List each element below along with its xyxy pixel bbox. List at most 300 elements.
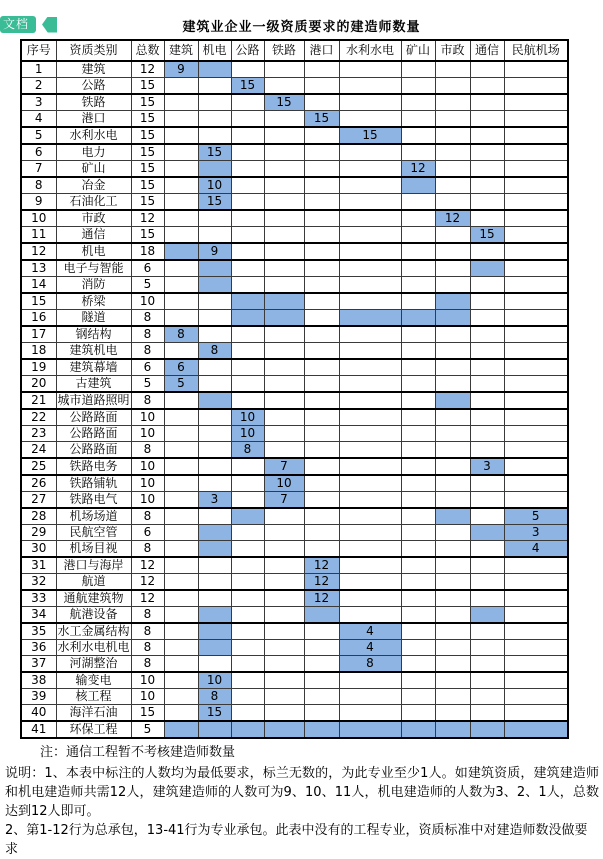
total-cell: 5 (131, 721, 164, 738)
value-cell (264, 392, 304, 409)
value-cell (198, 310, 231, 327)
value-cell (198, 607, 231, 624)
total-cell: 8 (131, 392, 164, 409)
row-number-cell: 25 (21, 458, 56, 475)
value-cell (164, 409, 198, 426)
value-cell (470, 508, 504, 525)
value-cell (198, 61, 231, 78)
value-cell (198, 409, 231, 426)
value-cell (264, 689, 304, 705)
row-number-cell: 24 (21, 442, 56, 459)
total-cell: 18 (131, 243, 164, 260)
value-cell (231, 260, 264, 277)
value-cell (435, 508, 470, 525)
table-row (21, 656, 568, 673)
value-cell (264, 426, 304, 442)
value-cell (339, 574, 401, 591)
value-cell: 4 (339, 623, 401, 640)
value-cell (264, 525, 304, 541)
value-cell (504, 721, 568, 738)
table-row (21, 359, 568, 376)
value-cell (470, 376, 504, 393)
category-cell: 机电 (56, 243, 131, 260)
value-cell (504, 392, 568, 409)
total-cell: 10 (131, 409, 164, 426)
value-cell (304, 277, 339, 294)
value-cell (504, 492, 568, 509)
value-cell (401, 525, 435, 541)
row-number-cell: 28 (21, 508, 56, 525)
value-cell (504, 177, 568, 194)
total-cell: 10 (131, 293, 164, 310)
value-cell (504, 78, 568, 95)
value-cell (198, 623, 231, 640)
total-cell: 8 (131, 640, 164, 656)
value-cell (435, 721, 470, 738)
value-cell (401, 293, 435, 310)
value-cell (504, 590, 568, 607)
total-cell: 15 (131, 194, 164, 211)
value-cell: 8 (198, 343, 231, 360)
value-cell (231, 293, 264, 310)
value-cell (231, 310, 264, 327)
total-cell: 15 (131, 111, 164, 128)
category-cell: 铁路铺轨 (56, 475, 131, 492)
value-cell (339, 177, 401, 194)
column-header-11: 市政 (435, 40, 470, 61)
value-cell (304, 541, 339, 558)
category-cell: 环保工程 (56, 721, 131, 738)
value-cell (401, 210, 435, 227)
value-cell: 15 (198, 705, 231, 722)
table-row (21, 409, 568, 426)
value-cell (504, 144, 568, 161)
value-cell (198, 426, 231, 442)
value-cell: 8 (339, 656, 401, 673)
value-cell (435, 607, 470, 624)
value-cell (304, 721, 339, 738)
value-cell (401, 705, 435, 722)
value-cell (435, 260, 470, 277)
value-cell (231, 607, 264, 624)
value-cell (164, 111, 198, 128)
value-cell (504, 161, 568, 178)
category-cell: 公路路面 (56, 409, 131, 426)
value-cell (470, 94, 504, 111)
value-cell (504, 277, 568, 294)
document-tag[interactable] (0, 16, 57, 33)
row-number-cell: 29 (21, 525, 56, 541)
value-cell (198, 359, 231, 376)
total-cell: 10 (131, 672, 164, 689)
category-cell: 建筑 (56, 61, 131, 78)
total-cell: 8 (131, 607, 164, 624)
value-cell (304, 640, 339, 656)
value-cell (339, 458, 401, 475)
value-cell: 15 (339, 127, 401, 144)
category-cell: 消防 (56, 277, 131, 294)
total-cell: 15 (131, 177, 164, 194)
value-cell (435, 111, 470, 128)
value-cell (339, 492, 401, 509)
value-cell: 15 (304, 111, 339, 128)
value-cell (401, 127, 435, 144)
value-cell (401, 78, 435, 95)
category-cell: 航港设备 (56, 607, 131, 624)
value-cell (435, 640, 470, 656)
table-row (21, 227, 568, 244)
value-cell: 12 (304, 590, 339, 607)
value-cell (198, 293, 231, 310)
value-cell (264, 705, 304, 722)
value-cell (504, 343, 568, 360)
value-cell (198, 475, 231, 492)
total-cell: 10 (131, 689, 164, 705)
row-number-cell: 18 (21, 343, 56, 360)
value-cell (339, 525, 401, 541)
row-number-cell: 32 (21, 574, 56, 591)
value-cell: 10 (264, 475, 304, 492)
value-cell (504, 656, 568, 673)
value-cell (231, 243, 264, 260)
value-cell: 4 (504, 541, 568, 558)
row-number-cell: 15 (21, 293, 56, 310)
value-cell (339, 243, 401, 260)
value-cell (264, 721, 304, 738)
row-number-cell: 10 (21, 210, 56, 227)
total-cell: 8 (131, 442, 164, 459)
value-cell (164, 144, 198, 161)
value-cell (504, 409, 568, 426)
value-cell (264, 672, 304, 689)
category-cell: 航道 (56, 574, 131, 591)
chevron-left-icon[interactable] (42, 17, 57, 33)
value-cell (231, 672, 264, 689)
value-cell (504, 326, 568, 343)
category-cell: 公路 (56, 78, 131, 95)
value-cell: 15 (198, 194, 231, 211)
value-cell (504, 458, 568, 475)
value-cell (164, 492, 198, 509)
row-number-cell: 13 (21, 260, 56, 277)
category-cell: 水利水电 (56, 127, 131, 144)
table-row (21, 61, 568, 78)
value-cell (470, 243, 504, 260)
value-cell (231, 161, 264, 178)
row-number-cell: 22 (21, 409, 56, 426)
row-number-cell: 36 (21, 640, 56, 656)
row-number-cell: 16 (21, 310, 56, 327)
value-cell (435, 359, 470, 376)
value-cell: 12 (304, 574, 339, 591)
value-cell (339, 508, 401, 525)
value-cell (304, 260, 339, 277)
value-cell (198, 525, 231, 541)
value-cell (339, 475, 401, 492)
value-cell (164, 194, 198, 211)
explanation-1: 说明：1、本表中标注的人数均为最低要求，标兰无数的，为此专业至少1人。如建筑资质，建筑建造师和机电建造师共需12人，建筑建造师的人数可为9、10、11人，机电建造师的人数为3、2、1人，总数达到12人即可。 (5, 766, 599, 819)
value-cell (198, 392, 231, 409)
value-cell (198, 227, 231, 244)
value-cell: 3 (198, 492, 231, 509)
value-cell (435, 492, 470, 509)
value-cell (401, 227, 435, 244)
value-cell (435, 78, 470, 95)
table-row (21, 243, 568, 260)
category-cell: 冶金 (56, 177, 131, 194)
value-cell (504, 210, 568, 227)
value-cell (339, 392, 401, 409)
value-cell (339, 689, 401, 705)
value-cell (435, 94, 470, 111)
value-cell (339, 277, 401, 294)
value-cell (435, 475, 470, 492)
total-cell: 8 (131, 343, 164, 360)
total-cell: 15 (131, 227, 164, 244)
value-cell (304, 442, 339, 459)
value-cell (264, 260, 304, 277)
value-cell (164, 557, 198, 574)
value-cell (304, 127, 339, 144)
value-cell (264, 210, 304, 227)
value-cell (264, 656, 304, 673)
value-cell: 7 (264, 492, 304, 509)
column-header-3: 总数 (131, 40, 164, 61)
value-cell (435, 194, 470, 211)
table-row (21, 607, 568, 624)
value-cell (470, 161, 504, 178)
value-cell: 8 (231, 442, 264, 459)
value-cell (401, 111, 435, 128)
value-cell (264, 293, 304, 310)
value-cell (401, 541, 435, 558)
value-cell (435, 409, 470, 426)
value-cell (164, 705, 198, 722)
value-cell: 15 (198, 144, 231, 161)
category-cell: 铁路 (56, 94, 131, 111)
table-row (21, 672, 568, 689)
row-number-cell: 35 (21, 623, 56, 640)
value-cell (198, 111, 231, 128)
value-cell (304, 61, 339, 78)
value-cell (470, 689, 504, 705)
value-cell (198, 574, 231, 591)
category-cell: 矿山 (56, 161, 131, 178)
value-cell (231, 227, 264, 244)
category-cell: 古建筑 (56, 376, 131, 393)
value-cell (231, 508, 264, 525)
value-cell (198, 210, 231, 227)
table-row (21, 343, 568, 360)
total-cell: 12 (131, 61, 164, 78)
category-cell: 通信 (56, 227, 131, 244)
row-number-cell: 2 (21, 78, 56, 95)
value-cell (504, 607, 568, 624)
table-row (21, 689, 568, 705)
category-cell: 港口与海岸 (56, 557, 131, 574)
total-cell: 15 (131, 161, 164, 178)
total-cell: 5 (131, 277, 164, 294)
value-cell (231, 541, 264, 558)
value-cell (339, 721, 401, 738)
value-cell (401, 343, 435, 360)
total-cell: 12 (131, 574, 164, 591)
value-cell (198, 508, 231, 525)
value-cell (401, 458, 435, 475)
value-cell (264, 409, 304, 426)
value-cell (470, 111, 504, 128)
value-cell (339, 590, 401, 607)
table-note: 注：通信工程暂不考核建造师数量 (40, 745, 236, 760)
value-cell (435, 557, 470, 574)
document-tag-label: 文档 (0, 16, 36, 33)
value-cell (264, 574, 304, 591)
table-row (21, 310, 568, 327)
row-number-cell: 12 (21, 243, 56, 260)
value-cell (339, 409, 401, 426)
value-cell (401, 243, 435, 260)
category-cell: 电力 (56, 144, 131, 161)
value-cell (435, 705, 470, 722)
value-cell (401, 376, 435, 393)
value-cell (231, 656, 264, 673)
table-row (21, 161, 568, 178)
value-cell (339, 359, 401, 376)
value-cell (231, 111, 264, 128)
value-cell (339, 293, 401, 310)
category-cell: 公路路面 (56, 442, 131, 459)
value-cell (304, 177, 339, 194)
table-row (21, 525, 568, 541)
value-cell (304, 94, 339, 111)
value-cell (470, 194, 504, 211)
total-cell: 6 (131, 359, 164, 376)
value-cell: 12 (435, 210, 470, 227)
total-cell: 15 (131, 144, 164, 161)
value-cell (401, 177, 435, 194)
row-number-cell: 30 (21, 541, 56, 558)
value-cell (401, 442, 435, 459)
value-cell (339, 111, 401, 128)
value-cell (198, 376, 231, 393)
value-cell (231, 359, 264, 376)
value-cell (470, 277, 504, 294)
category-cell: 公路路面 (56, 426, 131, 442)
value-cell (470, 557, 504, 574)
value-cell: 3 (470, 458, 504, 475)
row-number-cell: 39 (21, 689, 56, 705)
table-row (21, 111, 568, 128)
value-cell (264, 376, 304, 393)
value-cell (470, 392, 504, 409)
table-row (21, 541, 568, 558)
value-cell (164, 293, 198, 310)
value-cell (401, 640, 435, 656)
value-cell (198, 277, 231, 294)
total-cell: 10 (131, 458, 164, 475)
value-cell (164, 78, 198, 95)
total-cell: 8 (131, 326, 164, 343)
value-cell (304, 409, 339, 426)
row-number-cell: 26 (21, 475, 56, 492)
category-cell: 输变电 (56, 672, 131, 689)
value-cell: 15 (264, 94, 304, 111)
category-cell: 海洋石油 (56, 705, 131, 722)
value-cell (504, 672, 568, 689)
page-title: 建筑业企业一级资质要求的建造师数量 (182, 20, 421, 35)
value-cell: 8 (198, 689, 231, 705)
value-cell (164, 392, 198, 409)
value-cell (435, 689, 470, 705)
value-cell (401, 721, 435, 738)
value-cell (304, 689, 339, 705)
value-cell (339, 194, 401, 211)
value-cell (264, 227, 304, 244)
value-cell (435, 161, 470, 178)
category-cell: 建筑幕墙 (56, 359, 131, 376)
value-cell (504, 689, 568, 705)
value-cell (304, 343, 339, 360)
row-number-cell: 17 (21, 326, 56, 343)
value-cell (264, 243, 304, 260)
value-cell: 6 (164, 359, 198, 376)
value-cell (401, 590, 435, 607)
value-cell (401, 409, 435, 426)
table-row (21, 194, 568, 211)
table-body (21, 61, 568, 738)
value-cell (164, 689, 198, 705)
value-cell (504, 557, 568, 574)
row-number-cell: 23 (21, 426, 56, 442)
value-cell (164, 623, 198, 640)
total-cell: 8 (131, 310, 164, 327)
row-number-cell: 19 (21, 359, 56, 376)
value-cell (164, 574, 198, 591)
value-cell (304, 672, 339, 689)
value-cell: 12 (304, 557, 339, 574)
value-cell (470, 61, 504, 78)
value-cell (264, 557, 304, 574)
value-cell (304, 194, 339, 211)
value-cell (164, 227, 198, 244)
value-cell (504, 426, 568, 442)
table-row (21, 442, 568, 459)
category-cell: 河湖整治 (56, 656, 131, 673)
value-cell (264, 144, 304, 161)
value-cell (231, 721, 264, 738)
value-cell (164, 672, 198, 689)
value-cell (435, 61, 470, 78)
value-cell (470, 359, 504, 376)
value-cell (401, 492, 435, 509)
table-row (21, 574, 568, 591)
value-cell (164, 177, 198, 194)
value-cell: 10 (231, 426, 264, 442)
value-cell (470, 574, 504, 591)
value-cell (504, 94, 568, 111)
value-cell (339, 94, 401, 111)
value-cell (470, 260, 504, 277)
total-cell: 15 (131, 94, 164, 111)
value-cell (470, 705, 504, 722)
category-cell: 水工金属结构 (57, 624, 130, 638)
total-cell: 15 (131, 705, 164, 722)
value-cell (470, 623, 504, 640)
row-number-cell: 20 (21, 376, 56, 393)
value-cell: 4 (339, 640, 401, 656)
value-cell (401, 94, 435, 111)
value-cell (401, 574, 435, 591)
